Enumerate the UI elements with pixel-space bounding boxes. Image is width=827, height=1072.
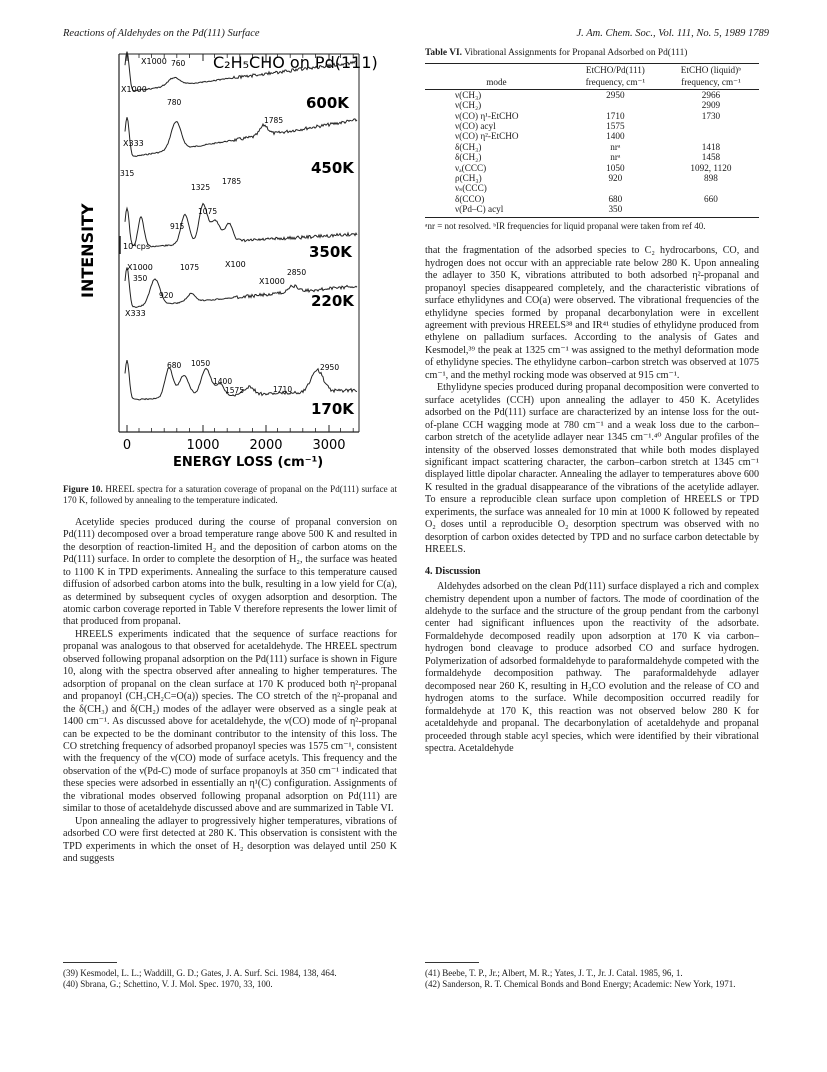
spectrum-trace [125, 117, 357, 156]
right-column [425, 48, 759, 755]
table-cell-mode: δ(CH₂) [455, 152, 482, 163]
footnote-rule [425, 962, 479, 963]
peak-label: 760 [171, 59, 186, 68]
table-row [425, 131, 759, 141]
table-cell-ads-frequency [568, 183, 663, 193]
table-cell-ads-frequency: nrᵃ [610, 141, 621, 152]
table-cell-liquid-frequency: 660 [704, 193, 718, 204]
peak-label: 915 [170, 222, 185, 231]
y-axis-label: INTENSITY [78, 203, 97, 298]
table-cell-mode: δ(CCO) [455, 193, 485, 204]
peak-label: 2850 [287, 268, 307, 277]
multiplier-label: X333 [125, 309, 146, 318]
table-header: frequency, cm⁻¹ [568, 76, 663, 89]
table-row [425, 142, 759, 152]
table-header: mode [425, 76, 568, 89]
caption-text: HREEL spectra for a saturation coverage of propanal on the Pd(111) surface at 170 K, followed by annealing to the temperature indicated. [63, 484, 397, 505]
table-cell-mode: ν(CO) η¹-EtCHO [455, 110, 519, 121]
x-tick-label: 2000 [249, 438, 283, 453]
spectrum-trace [125, 204, 357, 247]
body-paragraph: Aldehydes adsorbed on the clean Pd(111) surface displayed a rich and complex chemistry dependent upon a number of factors. The mode of coordination of the aldehyde to the surface and the structure of the group pendant from the carbonyl center had significant influences upon the reactivity of the adsorbate. Formaldehyde decomposed readily upon adsorption at 170 K via carbon–hydrogen bond cleavage to produce adsorbed CO and surface hydrogen. Polymerization of adsorbed formaldehyde to paraformaldehyde competed with the formaldehyde decomposition pathway. The paraformaldehyde adlayer decomposed near 260 K, resulting in H₂CO evolution and the release of CO and hydrogen atoms to the surface. While decomposition occurred readily for formaldehyde at 170 K, this reaction was not observed below 280 K for acetaldehyde and propanal. The decarbonylation of acetaldehyde and propanal proceeded through stable acyl species, which were identified by their vibrational spectra. Acetaldehyde [425, 581, 759, 754]
section-heading: 4. Discussion [425, 565, 481, 577]
table-label: Table VI. [425, 48, 462, 58]
footnotes-right [425, 968, 759, 989]
footnote: (39) Kesmodel, L. L.; Waddill, G. D.; Gates, J. A. Surf. Sci. 1984, 138, 464. [63, 968, 337, 978]
x-tick-label: 1000 [186, 438, 220, 453]
table-body [425, 89, 759, 217]
peak-label: 1710 [273, 385, 293, 394]
x-tick-label: 0 [122, 438, 132, 453]
footnotes-left [63, 968, 397, 989]
table-cell-ads-frequency: 920 [608, 173, 623, 184]
peak-label: 680 [167, 361, 182, 370]
table-cell-ads-frequency: 2950 [606, 89, 625, 100]
peak-label: 315 [120, 169, 135, 178]
table-cell-mode: ν(Pd–C) acyl [425, 204, 568, 217]
table-row [425, 111, 759, 121]
peak-label: 2950 [320, 363, 340, 372]
peak-label: 1400 [213, 377, 233, 386]
table-row [425, 100, 759, 110]
body-paragraph: Upon annealing the adlayer to progressively higher temperatures, vibrations of adsorbed CO were first detected at 280 K. This observation is consistent with the TPD experiments in which the onset of H₂ desorption was delayed until 250 K and suggests [63, 815, 397, 865]
peak-label: 780 [167, 98, 182, 107]
trace-label-170k: 170K [311, 400, 354, 418]
table-cell-mode: ν(CO) acyl [455, 121, 496, 132]
table-cell-mode: δ(CH₃) [455, 141, 482, 152]
table-row [425, 173, 759, 183]
vibrational-assignments-table [425, 63, 759, 218]
hreel-spectra-plot [63, 48, 397, 484]
peak-label: 920 [159, 291, 174, 300]
table-cell-liquid-frequency: 2909 [701, 100, 721, 111]
table-cell-mode: νₐ(CCC) [455, 162, 487, 173]
peak-label: 1575 [225, 386, 245, 395]
table-cell-ads-frequency: 350 [568, 204, 663, 217]
left-column [63, 48, 397, 866]
table-row [425, 204, 759, 217]
peak-label: 1050 [191, 359, 211, 368]
table-cell-mode: ν(CH₂) [455, 100, 482, 111]
trace-label-600k: 600K [306, 94, 349, 112]
table-header: frequency, cm⁻¹ [663, 76, 759, 89]
footnote-rule [63, 962, 117, 963]
scale-bar-label: 10⁴cps [123, 242, 151, 251]
footnote: (40) Sbrana, G.; Schettino, V. J. Mol. Spec. 1970, 33, 100. [63, 978, 273, 989]
table-cell-ads-frequency: 1710 [606, 110, 625, 121]
footnote: (41) Beebe, T. P., Jr.; Albert, M. R.; Yates, J. T., Jr. J. Catal. 1985, 96, 1. [425, 968, 683, 978]
table-cell-ads-frequency [568, 100, 663, 110]
peak-label: 1325 [191, 183, 211, 192]
table-cell-mode: ν(CH₃) [455, 89, 482, 100]
table-cell-mode: ρ(CH₃) [455, 173, 482, 184]
figure-title: C₂H₅CHO on Pd(111) [213, 53, 378, 72]
table-cell-liquid-frequency: 1418 [701, 141, 721, 152]
table-cell-ads-frequency: 1575 [606, 121, 625, 132]
table-cell-liquid-frequency: 1730 [701, 110, 721, 121]
table-cell-liquid-frequency: 1458 [701, 152, 721, 163]
table-title [425, 48, 759, 59]
table-header: EtCHO (liquid)ᵇ [663, 64, 759, 77]
peak-label: 1785 [222, 177, 242, 186]
multiplier-label: X333 [123, 139, 144, 148]
peak-label: 350 [133, 274, 148, 283]
table-title-text: Vibrational Assignments for Propanal Adsorbed on Pd(111) [464, 48, 688, 58]
trace-label-450k: 450K [311, 159, 354, 177]
table-row [425, 163, 759, 173]
figure-10 [63, 48, 397, 484]
table-row [425, 183, 759, 193]
table-cell-liquid-frequency: 1092, 1120 [690, 162, 732, 173]
table-cell-liquid-frequency [663, 204, 759, 217]
multiplier-label: X1000 [121, 85, 147, 94]
multiplier-label: X1000 [259, 277, 285, 286]
caption-label: Figure 10. [63, 484, 103, 494]
table-cell-liquid-frequency [663, 183, 759, 193]
table-cell-ads-frequency: 680 [608, 193, 623, 204]
table-cell-ads-frequency: 1400 [606, 131, 625, 142]
x-axis-label: ENERGY LOSS (cm⁻¹) [173, 455, 324, 470]
body-paragraph: HREELS experiments indicated that the sequence of surface reactions for propanal was analogous to that observed for acetaldehyde. The HREEL spectrum observed following propanal adsorption on the Pd(111) surface is shown in Figure 10, along with the spectra observed after annealing to higher temperatures. The adsorption of propanal on the clean surface at 170 K produced both η²-propanal and propanoyl (CH₃CH₂C=O(a)) species. The CO stretch of the η²-propanal and the δ(CH₃) and δ(CH₂) modes of the adlayer were observed as a single peak at 1400 cm⁻¹. As discussed above for acetaldehyde, the ν(CO) mode of η²-propanal can be expected to be the dominant contributor to the intensity of this loss. The CO stretching frequency of adsorbed propanoyl species was 1575 cm⁻¹, consistent with the frequency of the ν(CO) mode of surface acetyls. This frequency and the observation of the ν(Pd-C) mode of surface propanoyls at 350 cm⁻¹ indicated that these species were adsorbed in essentially an η¹(C) configuration. Assignments of the vibrational modes observed following propanal adsorption on Pd(111) are similar to those of acetaldehyde discussed above and are summarized in Table VI. [63, 628, 397, 815]
table-cell-liquid-frequency [663, 131, 759, 141]
running-head-left: Reactions of Aldehydes on the Pd(111) Surface [63, 28, 260, 39]
table-row [425, 194, 759, 204]
peak-label: 1785 [264, 116, 284, 125]
multiplier-label: X1000 [141, 57, 167, 66]
table-header [425, 64, 568, 77]
running-head-right: J. Am. Chem. Soc., Vol. 111, No. 5, 1989 1789 [576, 28, 769, 39]
body-paragraph: Acetylide species produced during the course of propanal conversion on Pd(111) decomposed over a broad temperature range above 500 K and resulted in the desorption of reaction-limited H₂ and the deposition of carbon atoms on the Pd(111) surface. In order to complete the desorption of H₂, the surface was heated to 1100 K in TPD experiments. Annealing the surface to this temperature caused diffusion of adsorbed carbon atoms into the bulk, resulting in a low yield for C(a), as determined by subsequent cycles of oxygen adsorption and desorption. The atomic carbon coverage reported in Table V therefore represents the lower limit of that produced from propanal. [63, 516, 397, 628]
peak-label: 1075 [180, 263, 200, 272]
table-row [425, 152, 759, 162]
table-cell-liquid-frequency: 2966 [701, 89, 721, 100]
table-header: EtCHO/Pd(111) [568, 64, 663, 77]
x-tick-label: 3000 [312, 438, 346, 453]
body-paragraph: that the fragmentation of the adsorbed species to C₂ hydrocarbons, CO, and hydrogen does not occur with an appreciable rate below 280 K. Upon annealing the adlayer to 350 K, vibrations attributed to both adsorbed η²-propanal and propanoyl species disappeared completely, and the characteristic vibrations of surface ethylidynes and CO(a) were observed. The vibrational frequencies of the ethylidyne species formed by propanal decarbonylation were in excellent agreement with previous HREELS³⁸ and IR⁴¹ studies of ethylidyne produced from ethylene on palladium surfaces. According to the analysis of Gates and Kesmodel,³⁹ the peak at 1325 cm⁻¹ was assigned to the methyl deformation mode of ethylidyne species. The ethylidyne carbon–carbon stretch was observed at 1075 cm⁻¹, and the methyl rocking mode was observed at 915 cm⁻¹. [425, 245, 759, 381]
table-cell-mode: ν(CO) η²-EtCHO [455, 131, 519, 142]
figure-caption [63, 484, 397, 506]
table-cell-ads-frequency: nrᵃ [610, 152, 621, 163]
table-row [425, 121, 759, 131]
table-footnote: ᵃnr = not resolved. ᵇIR frequencies for liquid propanal were taken from ref 40. [425, 220, 706, 231]
multiplier-label: X100 [225, 260, 246, 269]
table-cell-mode: νₛ(CCC) [455, 183, 487, 194]
body-paragraph: Ethylidyne species produced during propanal decomposition were converted to surface acetylides (CCH) upon annealing the adlayer to 450 K. Acetylides adsorbed on the Pd(111) surface are characterized by an intense loss for the out-of-plane CCH wagging mode at 780 cm⁻¹ and a weak loss due to the carbon–carbon stretch of the acetylide adlayer near 1345 cm⁻¹.⁴⁰ Angular profiles of the intensity of the observed losses demonstrated that while both modes displayed significant impact scattering character, the carbon–carbon stretch at 1345 cm⁻¹ displayed little dipolar character. Annealing the adlayer to temperatures above 600 K resulted in the gradual disappearance of the vibrations of the acetylide adlayer. To ensure a reproducible clean surface upon completion of HREELS or TPD experiments, the surface was annealed for 10 min at 1000 K followed by repeated O₂ doses until a reproducible O₂ desorption spectrum was observed with no desorption of carbon oxides detected by TPD and no surface carbon detectable by HREELS. [425, 382, 759, 556]
table-cell-liquid-frequency: 898 [704, 173, 718, 184]
trace-label-220k: 220K [311, 292, 354, 310]
trace-label-350k: 350K [309, 243, 352, 261]
table-row [425, 89, 759, 100]
peak-label: 1075 [198, 207, 218, 216]
multiplier-label: X1000 [127, 263, 153, 272]
table-cell-liquid-frequency [663, 121, 759, 131]
footnote: (42) Sanderson, R. T. Chemical Bonds and Bond Energy; Academic: New York, 1971. [425, 978, 736, 989]
table-cell-ads-frequency: 1050 [606, 162, 625, 173]
